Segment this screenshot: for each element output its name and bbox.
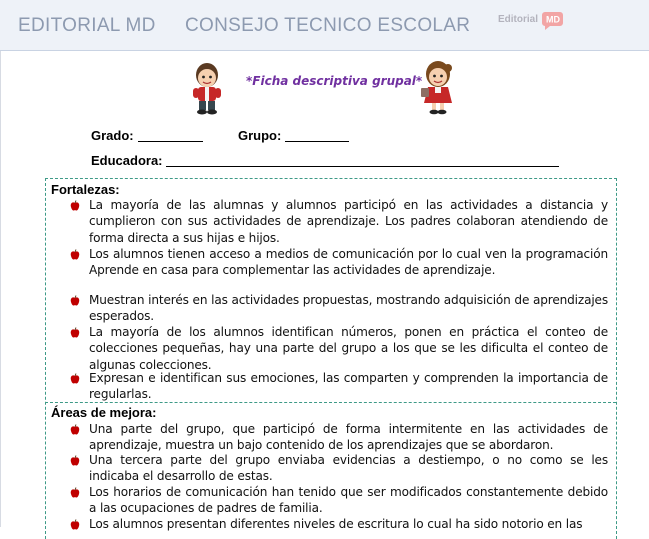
educadora-label: Educadora:	[91, 153, 163, 168]
header-center-title: CONSEJO TECNICO ESCOLAR	[185, 15, 471, 36]
logo-text: Editorial	[498, 14, 539, 25]
areas-mejora-title: Áreas de mejora:	[51, 405, 157, 420]
page-header	[0, 0, 649, 51]
fortaleza-item: Muestran interés en las actividades propuestas, mostrando adquisición de aprendizajes esperados.	[89, 293, 608, 324]
header-left-title: EDITORIAL MD	[18, 15, 156, 36]
apple-bullet-icon	[70, 249, 80, 261]
fortaleza-item: Expresan e identifican sus emociones, las comparten y comprenden la importancia de regularlas.	[89, 371, 608, 402]
grado-input-line[interactable]	[138, 141, 203, 142]
apple-bullet-icon	[70, 327, 80, 339]
mejora-item: Una parte del grupo, que participó de forma intermitente en las actividades de aprendizaje, muestra un bajo contenido de los aprendizajes que se abordaron.	[89, 422, 608, 453]
fortaleza-item: Los alumnos tienen acceso a medios de comunicación por lo cual ven la programación Aprende en casa para complementar las actividades de aprendizaje.	[89, 247, 608, 278]
apple-bullet-icon	[70, 455, 80, 467]
fortaleza-item: La mayoría de los alumnos identifican números, ponen en práctica el conteo de colecciones pequeñas, hay una parte del grupo a los que se les dificulta el conteo de algunas colecciones.	[89, 325, 608, 372]
logo-badge-text: MD	[546, 14, 560, 25]
grupo-input-line[interactable]	[285, 141, 349, 142]
grado-label: Grado:	[91, 128, 134, 143]
apple-bullet-icon	[70, 373, 80, 385]
grupo-label: Grupo:	[238, 128, 282, 143]
fortalezas-title: Fortalezas:	[51, 182, 120, 197]
fortaleza-item: La mayoría de las alumnas y alumnos participó en las actividades a distancia y cumplieron con sus actividades de aprendizaje. Los padres colaboran atendiendo de forma directa a sus hijas e hijos.	[89, 198, 608, 245]
page-edge	[0, 51, 1, 527]
apple-bullet-icon	[70, 295, 80, 307]
girl-clipart-icon	[418, 58, 458, 116]
mejora-item: Los horarios de comunicación han tenido que ser modificados constantemente debido a las ocupaciones de padres de familia.	[89, 485, 608, 516]
logo-badge-icon	[541, 10, 565, 30]
mejora-item: Los alumnos presentan diferentes niveles de escritura lo cual ha sido notorio en las	[89, 517, 583, 531]
mejora-item: Una tercera parte del grupo enviaba evidencias a destiempo, o no como se les indicaba el desarrollo de estas.	[89, 453, 608, 484]
apple-bullet-icon	[70, 200, 80, 212]
apple-bullet-icon	[70, 519, 80, 531]
apple-bullet-icon	[70, 424, 80, 436]
boy-clipart-icon	[187, 60, 227, 116]
apple-bullet-icon	[70, 487, 80, 499]
document-title: *Ficha descriptiva grupal*	[246, 74, 423, 88]
educadora-input-line[interactable]	[166, 166, 559, 167]
